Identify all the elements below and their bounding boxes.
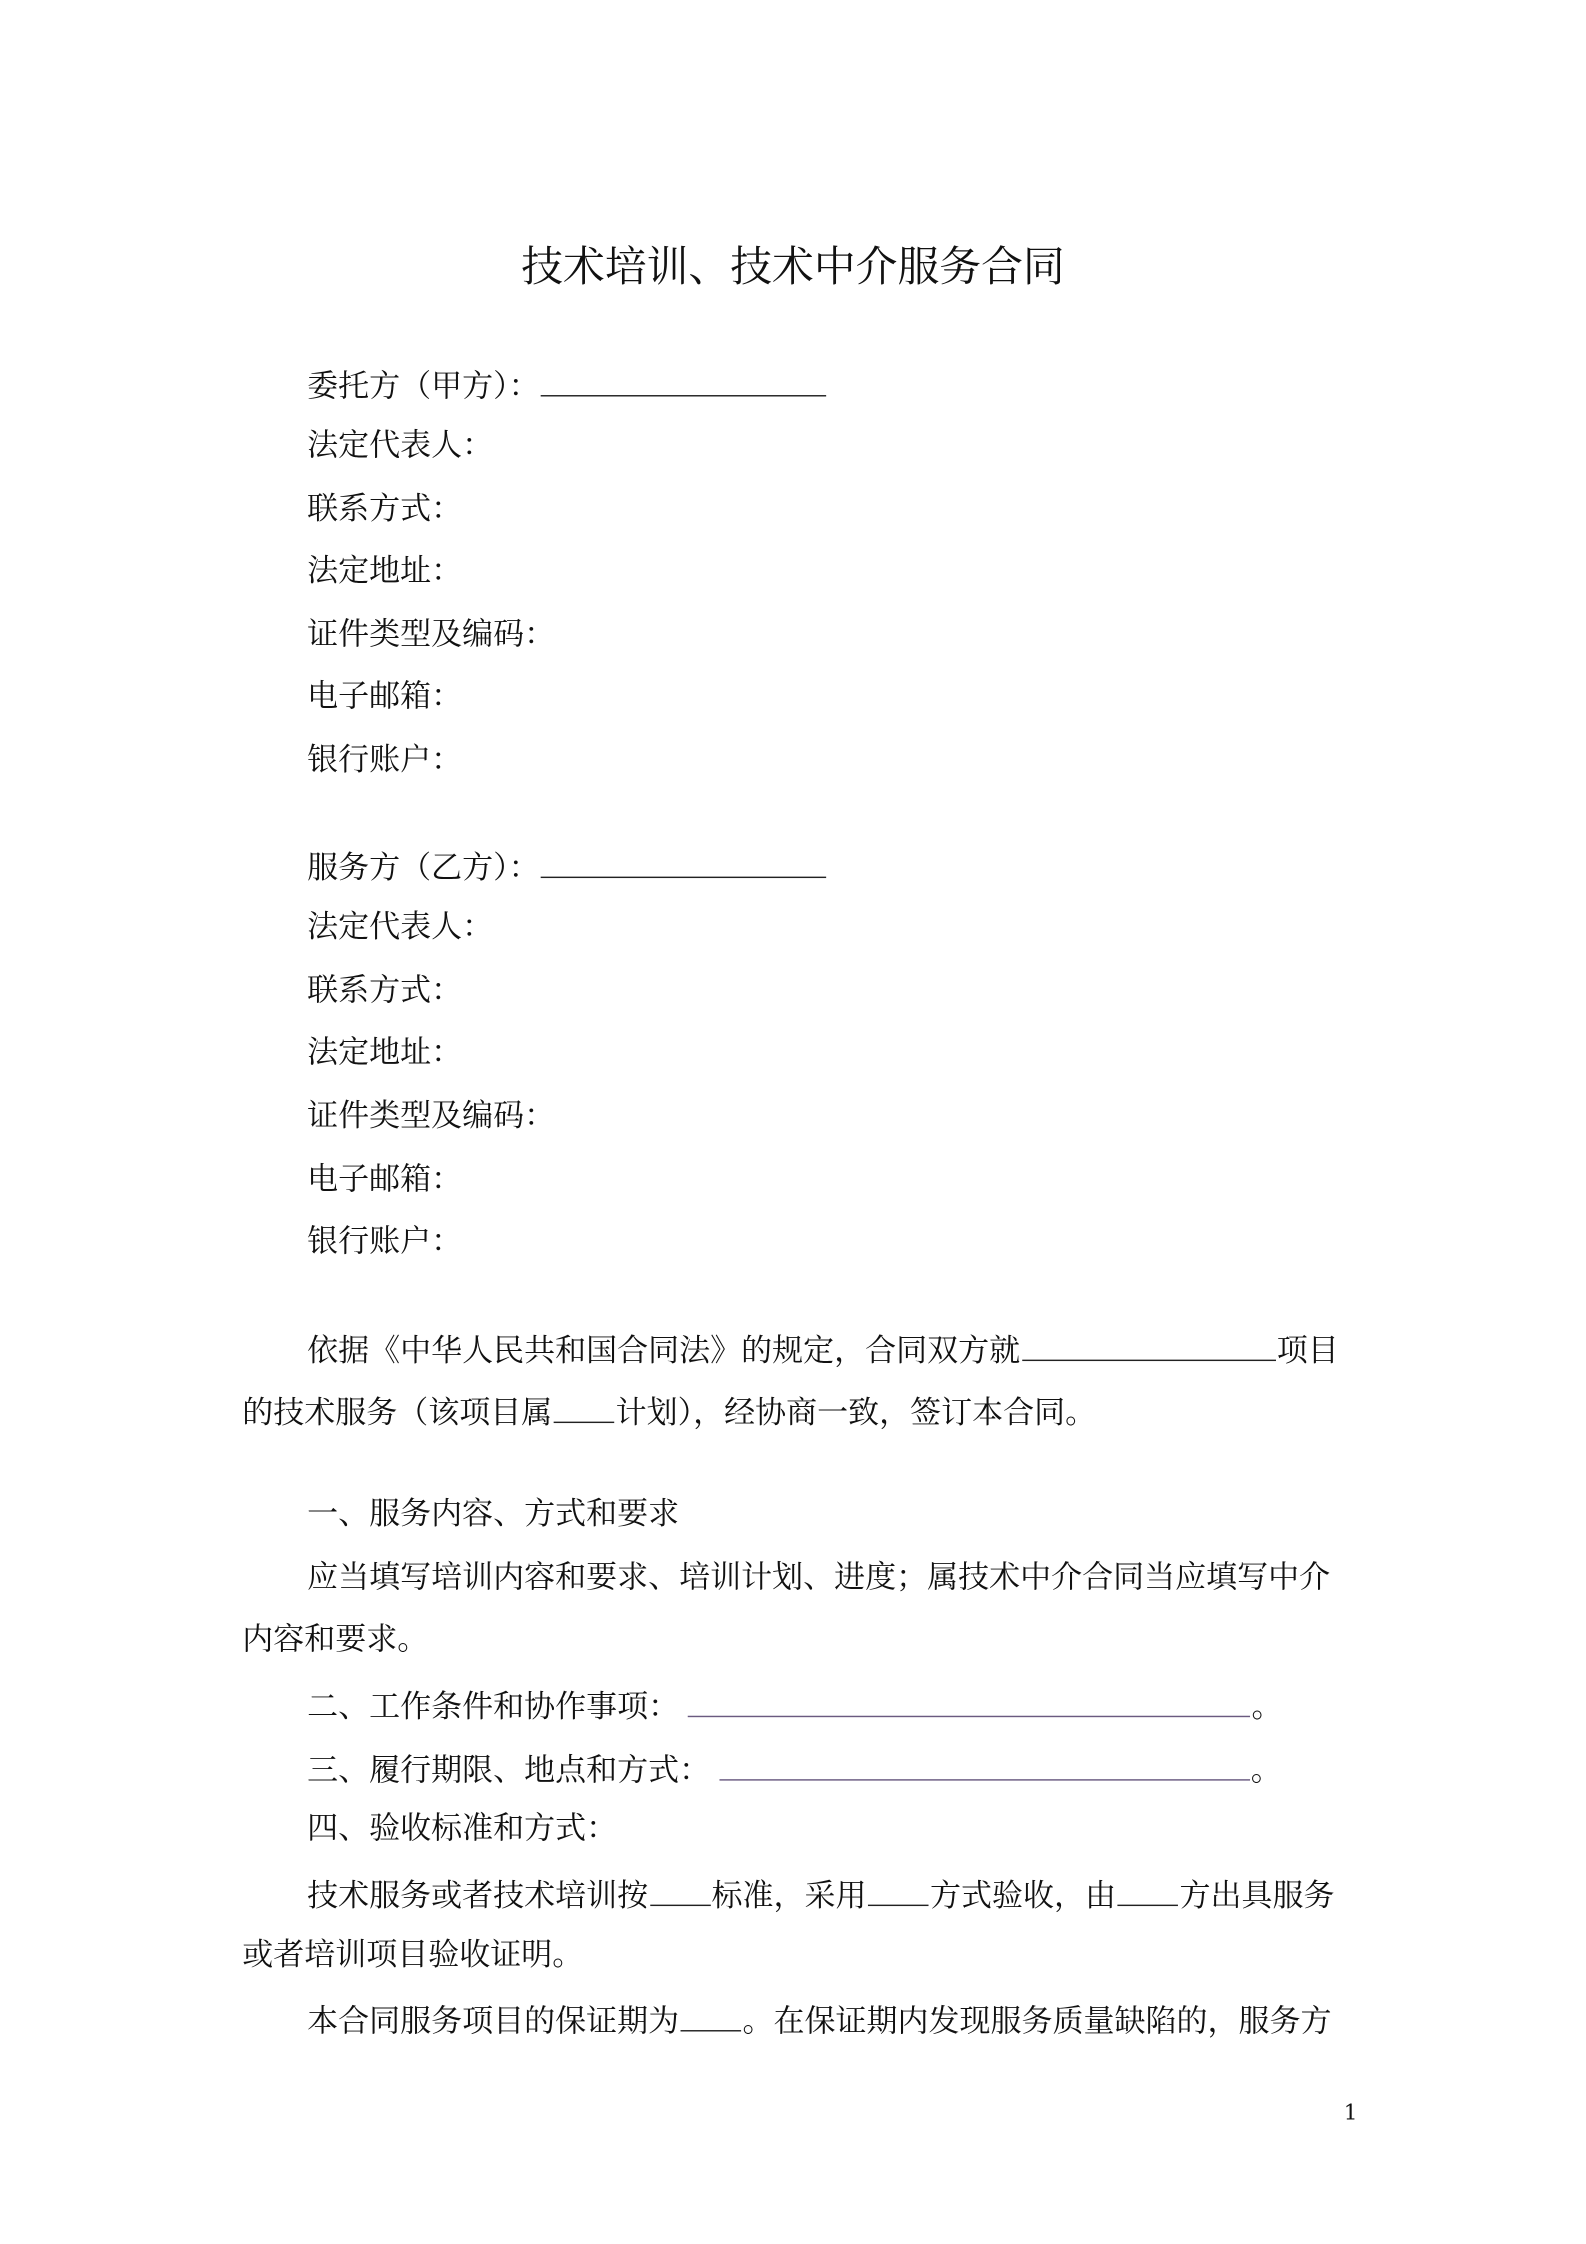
preamble-text: 依据《中华人民共和国合同法》的规定，合同双方就: [307, 1333, 1021, 1370]
warranty-text: 本合同服务项目的保证期为: [307, 2004, 680, 2041]
standard-blank[interactable]: [650, 1876, 711, 1906]
section-4-heading: 四、验收标准和方式：: [307, 1810, 618, 1847]
party-a-field: 法定地址：: [307, 553, 463, 590]
warranty-line: [307, 2001, 1332, 2041]
page-number: 1: [1343, 2099, 1358, 2126]
section-3-label: 三、履行期限、地点和方式：: [307, 1753, 711, 1790]
party-a-field: 证件类型及编码：: [307, 617, 556, 654]
section-4-line-2: 或者培训项目验收证明。: [242, 1937, 584, 1974]
party-a-field: 法定代表人：: [307, 428, 494, 465]
section-4-text: 技术服务或者技术培训按: [307, 1878, 649, 1915]
party-b-heading: [307, 848, 828, 887]
plan-blank[interactable]: [554, 1393, 615, 1423]
preamble-text: 的技术服务（该项目属: [242, 1395, 553, 1432]
preamble-text: 计划），经协商一致，签订本合同。: [615, 1395, 1097, 1432]
section-2-label: 二、工作条件和协作事项：: [307, 1689, 680, 1726]
period: 。: [1251, 1689, 1283, 1726]
party-a-name-blank[interactable]: [541, 366, 826, 396]
party-b-name-blank[interactable]: [541, 848, 826, 878]
party-b-field: 银行账户：: [307, 1224, 463, 1261]
preamble-text: 项目: [1276, 1333, 1339, 1370]
party-a-field: 联系方式：: [307, 491, 463, 528]
term-place-blank[interactable]: [719, 1750, 1250, 1780]
party-b-field: 联系方式：: [307, 973, 463, 1010]
section-4-line-1: [307, 1876, 1335, 1915]
section-1-heading: 一、服务内容、方式和要求: [307, 1496, 680, 1533]
party-a-field: 电子邮箱：: [307, 679, 463, 716]
section-4-text: 方式验收，由: [930, 1878, 1117, 1915]
party-b-field: 证件类型及编码：: [307, 1098, 556, 1135]
party-a-field: 银行账户：: [307, 742, 463, 779]
party-b-field: 法定地址：: [307, 1035, 463, 1072]
party-a-heading: [307, 366, 828, 406]
warranty-period-blank[interactable]: [681, 2001, 742, 2031]
section-2: [307, 1687, 1283, 1726]
party-blank[interactable]: [1117, 1876, 1178, 1906]
preamble-line-1: [307, 1331, 1339, 1370]
preamble-line-2: [242, 1393, 1097, 1432]
method-blank[interactable]: [868, 1876, 929, 1906]
work-conditions-blank[interactable]: [688, 1687, 1250, 1717]
section-4-text: 方出具服务: [1179, 1878, 1335, 1915]
section-4-text: 标准，采用: [711, 1878, 867, 1915]
section-1-text: 应当填写培训内容和要求、培训计划、进度；属技术中介合同当应填写中介: [307, 1560, 1331, 1597]
party-b-field: 电子邮箱：: [307, 1162, 463, 1199]
party-b-field: 法定代表人：: [307, 909, 494, 946]
section-3: [307, 1750, 1282, 1790]
document-title: 技术培训、技术中介服务合同: [521, 242, 1065, 292]
period: 。: [1250, 1753, 1282, 1790]
warranty-text: 。在保证期内发现服务质量缺陷的，服务方: [742, 2004, 1332, 2041]
project-name-blank[interactable]: [1022, 1331, 1276, 1361]
section-1-text: 内容和要求。: [242, 1622, 429, 1659]
party-b-label: 服务方（乙方）：: [307, 850, 540, 887]
party-a-label: 委托方（甲方）：: [307, 369, 540, 406]
